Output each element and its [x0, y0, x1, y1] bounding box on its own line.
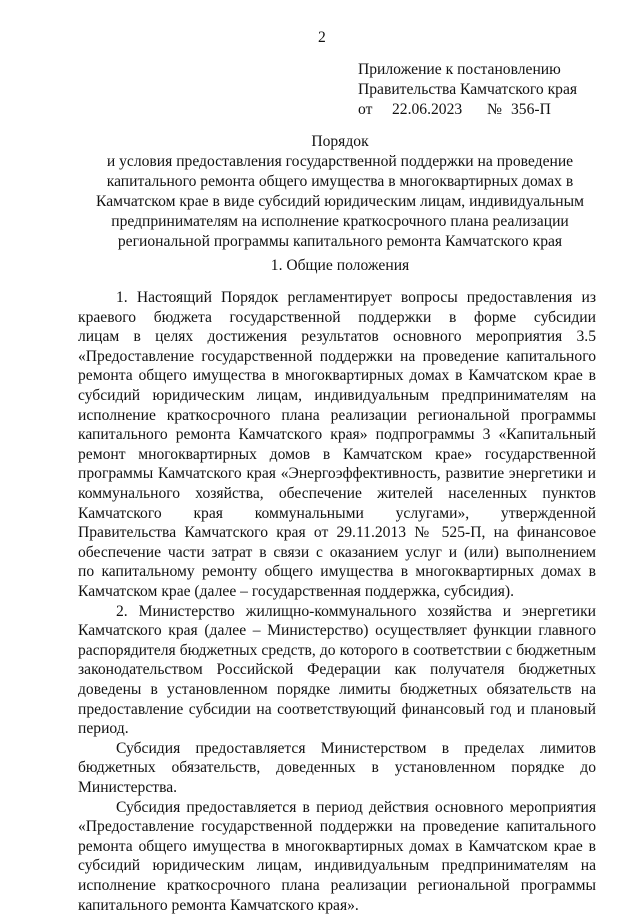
- text-line: коммунального хозяйства, обеспечение жителей населенных пунктов: [78, 485, 596, 502]
- text-line: 1. Настоящий Порядок регламентирует вопросы предоставления из: [116, 289, 596, 306]
- title-line-6: региональной программы капитального ремонта Камчатского края: [117, 233, 563, 250]
- text-line: Субсидия предоставляется в период действия основного мероприятия: [116, 798, 596, 816]
- text-line: по капитальному ремонту общего имущества в многоквартирных домах в: [78, 563, 596, 581]
- text-line: программы Камчатского края «Энергоэффективность, развитие энергетики и: [78, 465, 596, 483]
- text-line: Камчатского края коммунальными услугами», утвержденной: [78, 504, 596, 522]
- appendix-number-sign: №: [487, 101, 502, 118]
- text-line: «Предоставление государственной поддержки на проведение капитального: [78, 347, 596, 365]
- appendix-date: 22.06.2023: [392, 101, 463, 118]
- appendix-line-1: Приложение к постановлению: [358, 61, 561, 78]
- text-line: субсидий юридическим лицам, индивидуальным предпринимателям на: [78, 387, 596, 404]
- text-line: доведены в установленном порядке лимиты бюджетных обязательств на: [78, 681, 596, 698]
- text-line: исполнение краткосрочного плана реализации региональной программы: [78, 406, 596, 424]
- text-line: распорядителя бюджетных средств, до которого в соответствии с бюджетным: [78, 641, 596, 659]
- title-line-3: капитального ремонта общего имущества в многоквартирных домах в: [106, 173, 574, 190]
- text-line: Субсидия предоставляется Министерством в пределах лимитов: [116, 739, 596, 757]
- title-line-1: Порядок: [311, 133, 369, 150]
- appendix-number: 356-П: [511, 101, 551, 118]
- text-line: лицам в целях достижения результатов основного мероприятия 3.5: [78, 328, 596, 346]
- text-line: законодательством Российской Федерации как получателя бюджетных: [78, 661, 596, 679]
- text-line: капитального ремонта Камчатского края» подпрограммы 3 «Капитальный: [78, 426, 596, 444]
- page-number: 2: [318, 29, 326, 46]
- text-line: ремонта общего имущества в многоквартирных домах в Камчатском крае в: [78, 367, 596, 385]
- text-line: Камчатском крае (далее – государственная поддержка, субсидия).: [78, 583, 514, 600]
- text-line: Правительства Камчатского края от 29.11.2013 № 525-П, на финансовое: [78, 524, 596, 542]
- text-line: краевого бюджета государственной поддержки в форме субсидии: [78, 308, 596, 326]
- text-line: капитального ремонта Камчатского края».: [78, 896, 359, 914]
- text-line: ремонта общего имущества в многоквартирных домах в Камчатском крае в: [78, 837, 596, 855]
- text-line: обеспечение части затрат в связи с оказанием услуг и (или) выполнением: [78, 543, 596, 561]
- text-line: предоставление субсидии на соответствующий финансовый год и плановый: [78, 700, 596, 718]
- text-line: исполнение краткосрочного плана реализации региональной программы: [78, 877, 596, 894]
- title-line-2: и условия предоставления государственной поддержки на проведение: [106, 153, 574, 170]
- text-line: ремонт многоквартирных домов в Камчатском крае» государственной: [78, 445, 596, 463]
- title-line-4: Камчатском крае в виде субсидий юридическим лицам, индивидуальным: [96, 193, 584, 210]
- text-line: бюджетных обязательств, доведенных в установленном порядке до: [78, 759, 596, 777]
- text-line: Камчатского края (далее – Министерство) осуществляет функции главного: [78, 622, 596, 640]
- text-line: 2. Министерство жилищно-коммунального хозяйства и энергетики: [116, 602, 596, 620]
- text-line: субсидий юридическим лицам, индивидуальным предпринимателям на: [78, 857, 596, 875]
- text-line: период.: [78, 720, 129, 738]
- appendix-line-2: Правительства Камчатского края: [358, 81, 578, 98]
- appendix-from-label: от: [358, 101, 373, 118]
- text-line: «Предоставление государственной поддержки на проведение капитального: [78, 818, 596, 836]
- title-line-5: предпринимателям на исполнение краткосрочного плана реализации: [111, 213, 569, 230]
- text-line: Министерства.: [78, 779, 178, 796]
- section-heading: 1. Общие положения: [270, 257, 410, 274]
